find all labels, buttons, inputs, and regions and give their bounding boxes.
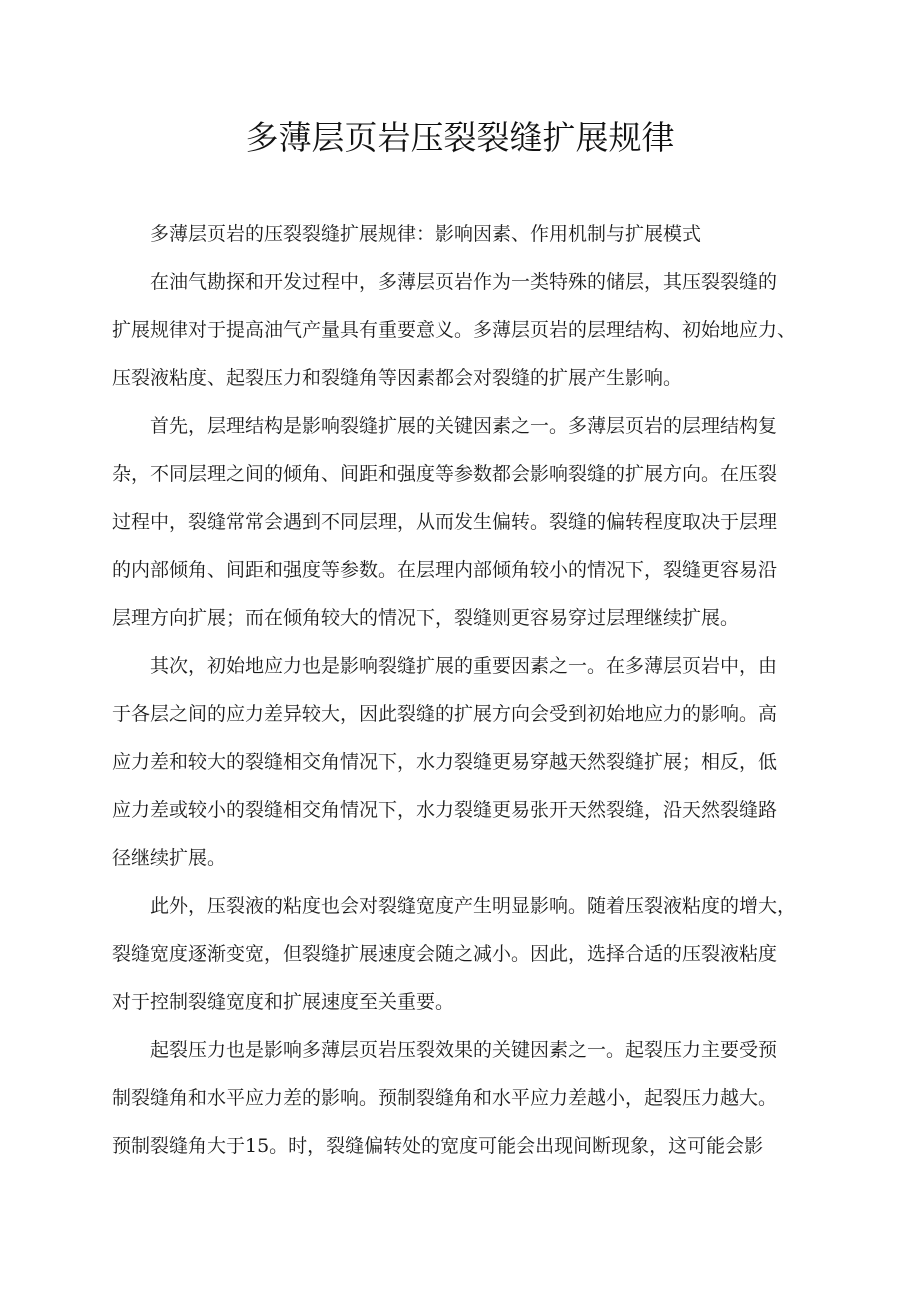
paragraph-4-line-1: 此外，压裂液的粘度也会对裂缝宽度产生明显影响。随着压裂液粘度的增大， — [150, 895, 797, 917]
paragraph-1-line-3: 压裂液粘度、起裂压力和裂缝角等因素都会对裂缝的扩展产生影响。 — [112, 367, 683, 389]
paragraph-2-line-5: 层理方向扩展；而在倾角较大的情况下，裂缝则更容易穿过层理继续扩展。 — [112, 607, 740, 629]
paragraph-2-line-1: 首先，层理结构是影响裂缝扩展的关键因素之一。多薄层页岩的层理结构复 — [150, 415, 778, 437]
paragraph-3-line-3: 应力差和较大的裂缝相交角情况下，水力裂缝更易穿越天然裂缝扩展；相反，低 — [112, 751, 778, 773]
paragraph-2-line-3: 过程中，裂缝常常会遇到不同层理，从而发生偏转。裂缝的偏转程度取决于层理 — [112, 511, 778, 533]
paragraph-3-line-1: 其次，初始地应力也是影响裂缝扩展的重要因素之一。在多薄层页岩中，由 — [150, 655, 778, 677]
paragraph-5-line-1: 起裂压力也是影响多薄层页岩压裂效果的关键因素之一。起裂压力主要受预 — [150, 1039, 778, 1061]
subtitle-line: 多薄层页岩的压裂裂缝扩展规律：影响因素、作用机制与扩展模式 — [150, 223, 702, 245]
document-title: 多薄层页岩压裂裂缝扩展规律 — [245, 118, 675, 157]
paragraph-5-line-3: 预制裂缝角大于15。时，裂缝偏转处的宽度可能会出现间断现象，这可能会影 — [112, 1135, 764, 1157]
paragraph-1-line-2: 扩展规律对于提高油气产量具有重要意义。多薄层页岩的层理结构、初始地应力、 — [112, 319, 797, 341]
paragraph-3-line-5: 径继续扩展。 — [112, 847, 227, 869]
paragraph-5-line-2: 制裂缝角和水平应力差的影响。预制裂缝角和水平应力差越小，起裂压力越大。 — [112, 1087, 778, 1109]
paragraph-3-line-2: 于各层之间的应力差异较大，因此裂缝的扩展方向会受到初始地应力的影响。高 — [112, 703, 778, 725]
paragraph-2-line-2: 杂，不同层理之间的倾角、间距和强度等参数都会影响裂缝的扩展方向。在压裂 — [112, 463, 778, 485]
paragraph-4-line-2: 裂缝宽度逐渐变宽，但裂缝扩展速度会随之减小。因此，选择合适的压裂液粘度 — [112, 943, 778, 965]
paragraph-4-line-3: 对于控制裂缝宽度和扩展速度至关重要。 — [112, 991, 455, 1013]
document-body — [112, 210, 812, 1170]
paragraph-1-line-1: 在油气勘探和开发过程中，多薄层页岩作为一类特殊的储层，其压裂裂缝的 — [150, 271, 778, 293]
paragraph-2-line-4: 的内部倾角、间距和强度等参数。在层理内部倾角较小的情况下，裂缝更容易沿 — [112, 559, 778, 581]
paragraph-3-line-4: 应力差或较小的裂缝相交角情况下，水力裂缝更易张开天然裂缝，沿天然裂缝路 — [112, 799, 778, 821]
